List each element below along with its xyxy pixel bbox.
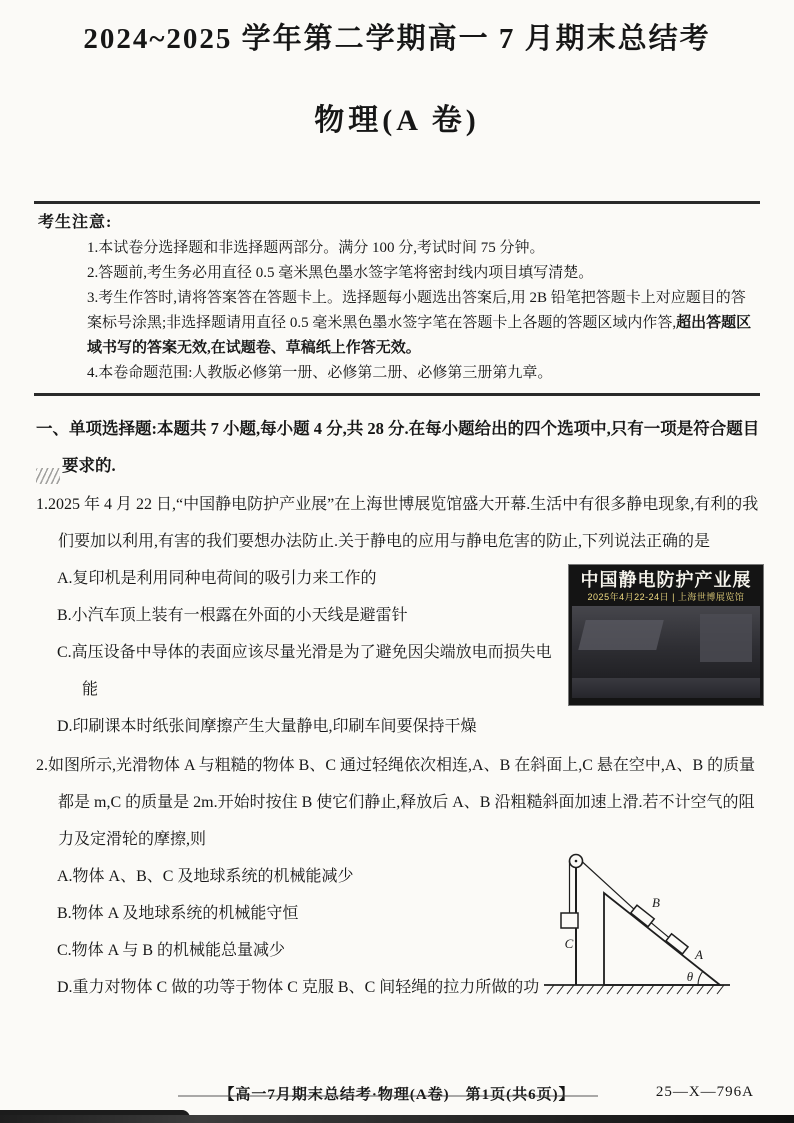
q1-option-a: A.复印机是利用同种电荷间的吸引力来工作的: [57, 570, 377, 587]
ground: [544, 985, 730, 994]
question-2: [36, 747, 764, 1006]
candidate-notice-section: [34, 201, 760, 396]
banner-photo-area: [572, 606, 760, 698]
q2-option-d: D.重力对物体 C 做的功等于物体 C 克服 B、C 间轻绳的拉力所做的功: [57, 979, 540, 996]
scan-bottom-edge: [0, 1115, 794, 1123]
angle-theta-label: θ: [686, 969, 694, 984]
footer-title-page-number: 【高一7月期末总结考·物理(A卷) 第1页(共6页)】: [0, 1083, 794, 1104]
notice-item-3-text: 3.考生作答时,请将答案答在答题卡上。选择题每小题选出答案后,用 2B 铅笔把答题卡上对应题目的答案标号涂黑;非选择题请用直径 0.5 毫米黑色墨水签字笔在答题卡上各题的答题区域内作答,: [87, 290, 746, 331]
exam-subject-title: 物理(A 卷): [314, 104, 480, 137]
question-1-options: [57, 560, 764, 745]
notice-item-4: 4.本卷命题范围:人教版必修第一册、必修第二册、必修第三册第九章。: [87, 365, 553, 381]
footer-paper-code: 25—X—796A: [655, 1084, 754, 1100]
q2-option-c: C.物体 A 与 B 的机械能总量减少: [57, 942, 286, 959]
block-a-label: A: [695, 947, 703, 962]
notice-item-3: [87, 286, 756, 361]
scan-smudge-artifact: [36, 468, 60, 484]
q1-option-c: C.高压设备中导体的表面应该尽量光滑是为了避免因尖端放电而损失电能: [57, 644, 552, 698]
question-2-stem: 2.如图所示,光滑物体 A 与粗糙的物体 B、C 通过轻绳依次相连,A、B 在斜面上,C 悬在空中,A、B 的质量都是 m,C 的质量是 2m.开始时按住 B 使它们静止,释放后 A、B 沿粗糙斜面加速上滑.若不计空气的阻力及定滑轮的摩擦,则: [36, 757, 756, 848]
block-c: [561, 913, 578, 928]
q1-option-b: B.小汽车顶上装有一根露在外面的小天线是避雷针: [57, 607, 408, 624]
section-one-heading: 一、单项选择题:本题共 7 小题,每小题 4 分,共 28 分.在每小题给出的四个选项中,只有一项是符合题目要求的.: [36, 419, 760, 475]
notice-item-1: 1.本试卷分选择题和非选择题两部分。满分 100 分,考试时间 75 分钟。: [87, 240, 545, 256]
banner-photo-floor: [572, 678, 760, 698]
banner-subtitle-text: 2025年4月22-24日 | 上海世博展览馆: [587, 592, 745, 602]
notice-item-2: 2.答题前,考生务必用直径 0.5 毫米黑色墨水签字笔将密封线内项目填写清楚。: [87, 265, 594, 281]
banner-title-text: 中国静电防护产业展: [580, 570, 752, 590]
q2-option-a: A.物体 A、B、C 及地球系统的机械能减少: [57, 868, 354, 885]
block-c-label: C: [564, 936, 574, 951]
notice-item-3-bold-text: 超出答题区域书写的答案无效,在试题卷、草稿纸上作答无效。: [87, 315, 752, 356]
angle-arc: [698, 971, 703, 985]
question-1-stem: 1.2025 年 4 月 22 日,“中国静电防护产业展”在上海世博展览馆盛大开幕.生活中有很多静电现象,有利的我们要加以利用,有害的我们要想办法防止.关于静电的应用与静电危害的防止,下列说法正确的是: [36, 496, 759, 550]
page-title: 2024~2025 学年第二学期高一 7 月期末总结考: [83, 23, 711, 55]
incline-pulley-diagram: [542, 847, 734, 999]
block-b-label: B: [652, 895, 660, 910]
q1-option-d: D.印刷课本时纸张间摩擦产生大量静电,印刷车间要保持干燥: [57, 718, 477, 735]
q2-option-b: B.物体 A 及地球系统的机械能守恒: [57, 905, 299, 922]
q1-exhibition-photo: [568, 564, 764, 706]
page-footer: [0, 1083, 794, 1107]
question-1: [36, 486, 764, 745]
notice-heading: 考生注意:: [38, 214, 113, 231]
